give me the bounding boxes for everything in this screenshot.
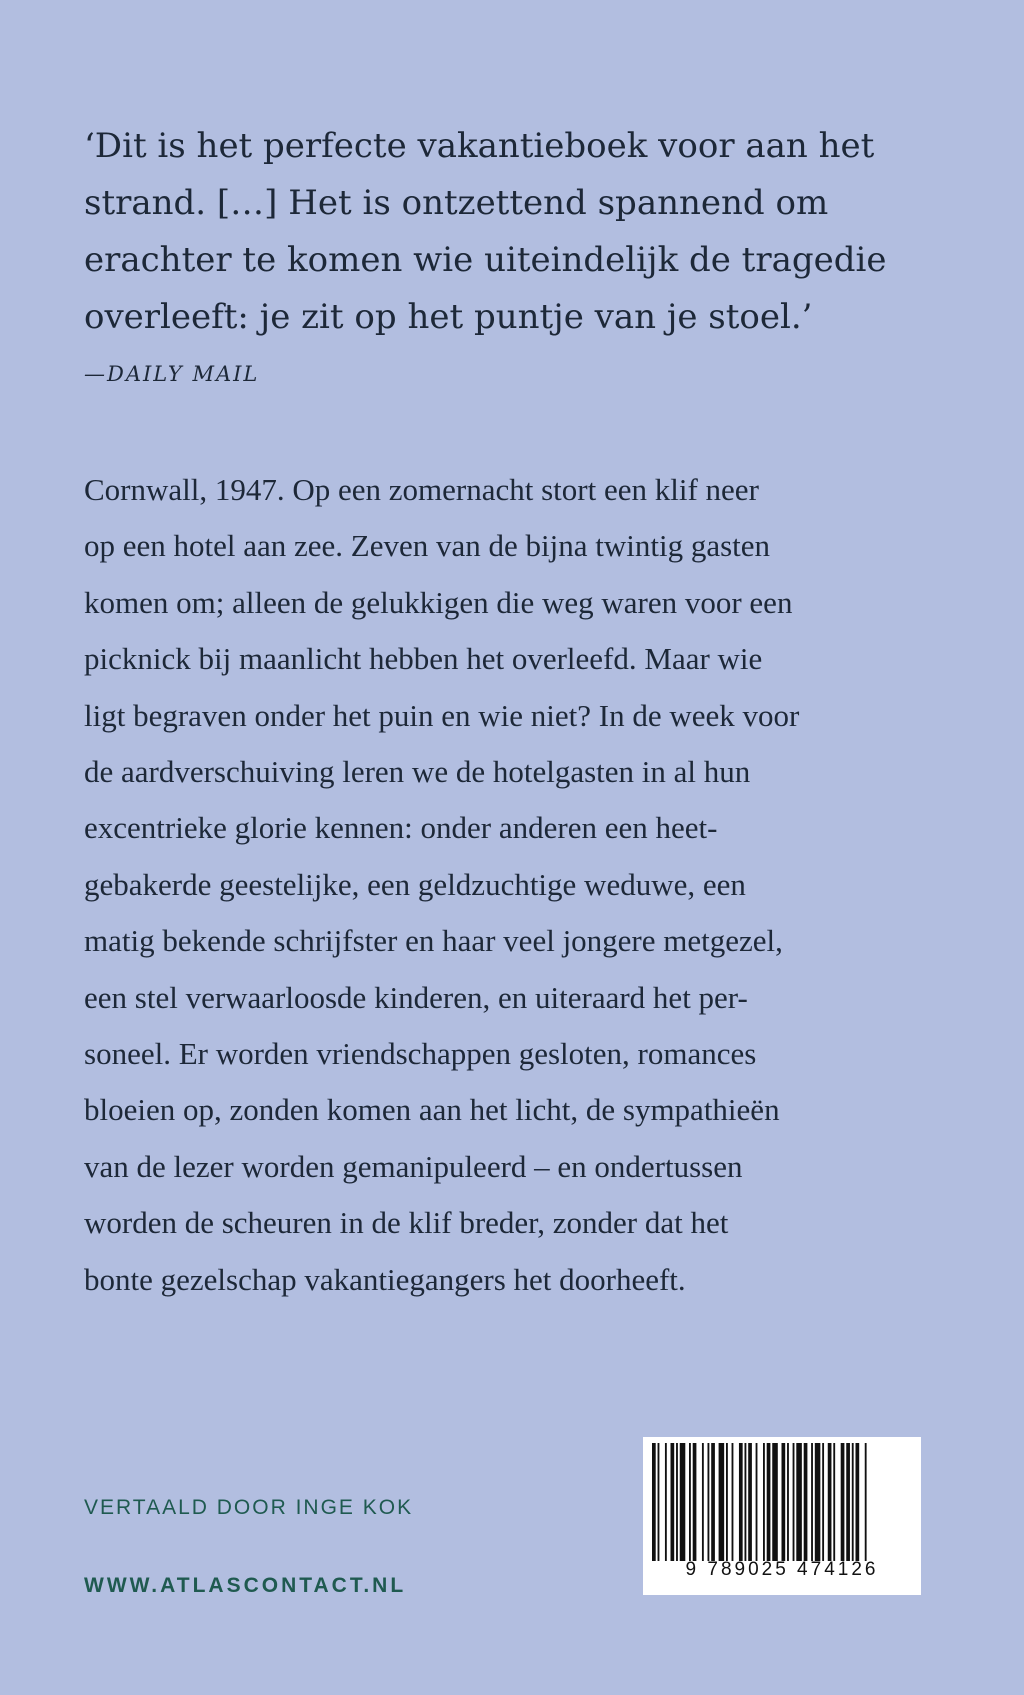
- blurb-line: excentrieke glorie kennen: onder anderen een heet-: [84, 810, 718, 846]
- quote-line: strand. […] Het is ontzettend spannend om: [84, 183, 829, 223]
- blurb-line: matig bekende schrijfster en haar veel jongere metgezel,: [84, 923, 783, 959]
- quote-line: overleeft: je zit op het puntje van je stoel.’: [84, 297, 813, 337]
- quote-line: ‘Dit is het perfecte vakantieboek voor aan het: [84, 126, 875, 166]
- review-quote: [84, 118, 964, 346]
- blurb-line: Cornwall, 1947. Op een zomernacht stort een klif neer: [84, 472, 759, 507]
- quote-attribution: —DAILY MAIL: [84, 362, 260, 386]
- blurb-line: worden de scheuren in de klif breder, zonder dat het: [84, 1205, 729, 1241]
- blurb-line: bonte gezelschap vakantiegangers het doorheeft.: [84, 1261, 686, 1297]
- blurb-line: picknick bij maanlicht hebben het overleefd. Maar wie: [84, 641, 763, 677]
- book-blurb: [84, 462, 984, 1308]
- blurb-line: ligt begraven onder het puin en wie niet? In de week voor: [84, 697, 800, 733]
- barcode: [643, 1437, 921, 1595]
- publisher-website: WWW.ATLASCONTACT.NL: [84, 1574, 407, 1597]
- quote-line: erachter te komen wie uiteindelijk de tragedie: [84, 240, 887, 280]
- blurb-line: bloeien op, zonden komen aan het licht, de sympathieën: [84, 1092, 780, 1128]
- blurb-line: de aardverschuiving leren we de hotelgasten in al hun: [84, 754, 751, 790]
- blurb-line: een stel verwaarloosde kinderen, en uiteraard het per-: [84, 979, 748, 1015]
- isbn-number: 9 789025 474126: [685, 1559, 879, 1580]
- blurb-line: komen om; alleen de gelukkigen die weg waren voor een: [84, 584, 793, 620]
- blurb-line: gebakerde geestelijke, een geldzuchtige weduwe, een: [84, 866, 746, 902]
- blurb-line: van de lezer worden gemanipuleerd – en ondertussen: [84, 1148, 743, 1184]
- translator-credit: VERTAALD DOOR INGE KOK: [84, 1496, 414, 1519]
- barcode-bars-icon: [652, 1443, 912, 1561]
- blurb-line: soneel. Er worden vriendschappen gesloten, romances: [84, 1036, 757, 1072]
- blurb-line: op een hotel aan zee. Zeven van de bijna twintig gasten: [84, 528, 771, 564]
